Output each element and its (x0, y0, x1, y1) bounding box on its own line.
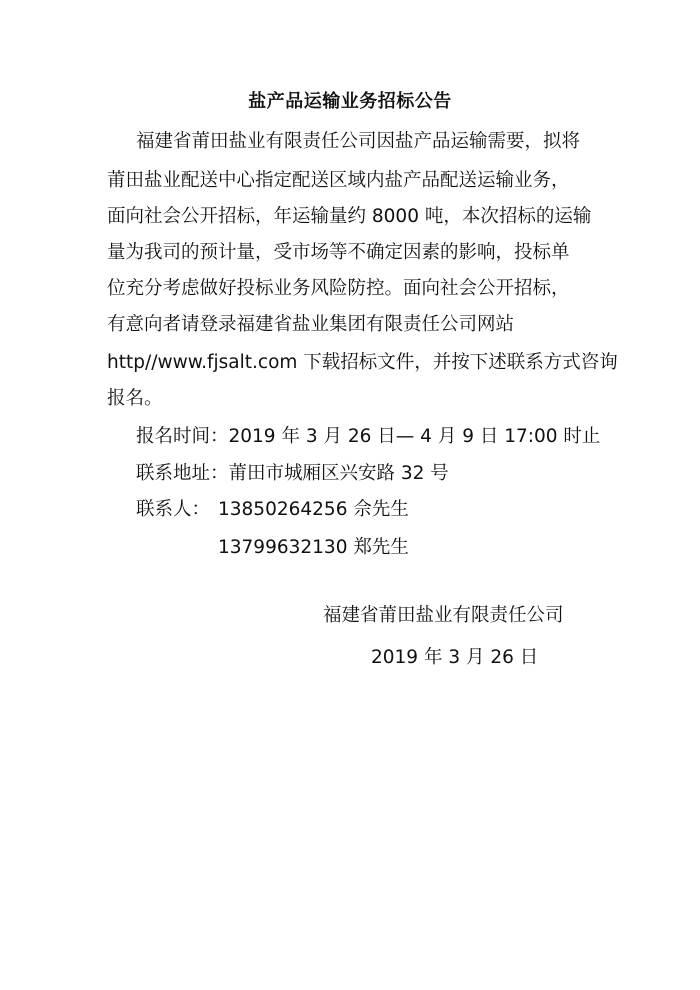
contact-address: 联系地址：莆田市城厢区兴安路 32 号 (136, 463, 449, 484)
paragraph-line-4: 量为我司的预计量，受市场等不确定因素的影响，投标单 (107, 242, 570, 263)
paragraph-line-2: 莆田盐业配送中心指定配送区域内盐产品配送运输业务， (107, 170, 570, 191)
document-title: 盐产品运输业务招标公告 (248, 91, 452, 112)
paragraph-line-7: http//www.fjsalt.com 下载招标文件，并按下述联系方式咨询 (107, 352, 618, 373)
contact-person-2: 13799632130 郑先生 (218, 537, 409, 558)
signature-company: 福建省莆田盐业有限责任公司 (323, 605, 564, 626)
paragraph-line-5: 位充分考虑做好投标业务风险防控。面向社会公开招标， (107, 278, 570, 299)
paragraph-line-8: 报名。 (107, 388, 163, 409)
signature-date: 2019 年 3 月 26 日 (371, 647, 539, 668)
contact-person-label: 联系人： (136, 499, 211, 520)
paragraph-line-3: 面向社会公开招标，年运输量约 8000 吨，本次招标的运输 (107, 206, 592, 227)
contact-person-1: 13850264256 佘先生 (218, 499, 409, 520)
registration-time: 报名时间：2019 年 3 月 26 日— 4 月 9 日 17:00 时止 (136, 426, 601, 447)
paragraph-line-6: 有意向者请登录福建省盐业集团有限责任公司网站 (107, 314, 515, 335)
paragraph-line-1: 福建省莆田盐业有限责任公司因盐产品运输需要，拟将 (136, 131, 581, 152)
